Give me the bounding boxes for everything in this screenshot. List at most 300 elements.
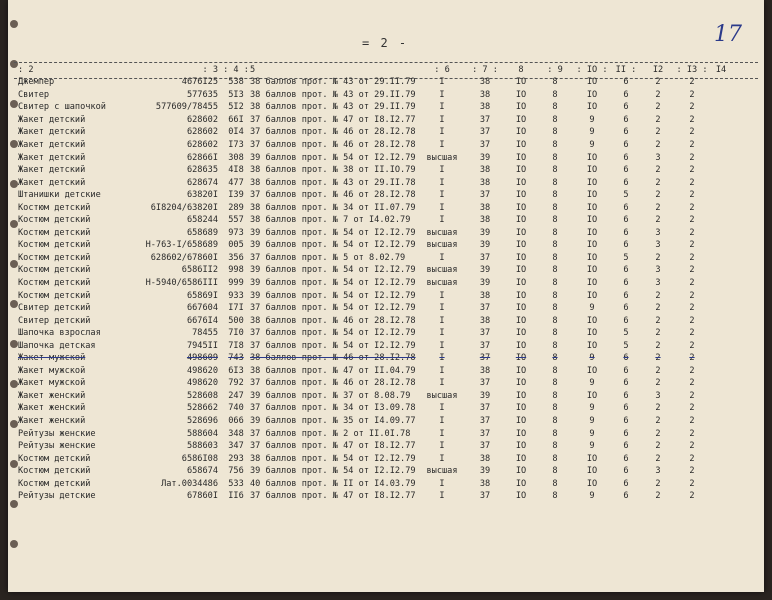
cell-prot: 39 баллов прот. № 35 от I4.09.77 xyxy=(250,416,416,427)
cell-c14 xyxy=(708,214,734,227)
cell-c9: 8 xyxy=(552,252,558,263)
header-rule-top xyxy=(14,62,758,63)
table-row xyxy=(18,377,734,390)
cell-qty: 743 xyxy=(228,353,244,364)
cell-c13: 2 xyxy=(689,340,695,351)
cell-qty: 293 xyxy=(228,453,244,464)
cell-c10: IO xyxy=(586,365,598,376)
cell-name: Костюм детский xyxy=(18,265,91,276)
cell-c12: 2 xyxy=(655,315,661,326)
cell-c6: I xyxy=(439,89,445,100)
cell-c9: 8 xyxy=(552,416,558,427)
cell-c14 xyxy=(708,151,734,164)
cell-c7: 39 xyxy=(479,152,491,163)
cell-c13: 2 xyxy=(689,227,695,238)
cell-art: 6676I4 xyxy=(186,315,218,326)
table-row xyxy=(18,478,734,491)
cell-name: Джемпер xyxy=(18,77,55,88)
cell-c13: 2 xyxy=(689,165,695,176)
cell-c7: 38 xyxy=(479,215,491,226)
cell-c7: 39 xyxy=(479,240,491,251)
cell-c8: IO xyxy=(515,278,527,289)
cell-c7: 38 xyxy=(479,165,491,176)
cell-prot: 39 баллов прот. № 54 от I2.I2.79 xyxy=(250,152,416,163)
cell-c13: 2 xyxy=(689,127,695,138)
cell-c12: 3 xyxy=(655,265,661,276)
cell-c8: IO xyxy=(515,165,527,176)
cell-qty: 538 xyxy=(228,77,244,88)
cell-c10: IO xyxy=(586,240,598,251)
cell-prot: 38 баллов прот. № 43 от 29.II.79 xyxy=(250,89,416,100)
cell-qty: 740 xyxy=(228,403,244,414)
cell-c14 xyxy=(708,189,734,202)
cell-qty: 998 xyxy=(228,265,244,276)
cell-c9: 8 xyxy=(552,227,558,238)
cell-c8: IO xyxy=(515,328,527,339)
cell-prot: 39 баллов прот. № 54 от I2.I2.79 xyxy=(250,240,416,251)
cell-c14 xyxy=(708,239,734,252)
cell-c9: 8 xyxy=(552,165,558,176)
cell-c8: IO xyxy=(515,340,527,351)
cell-c12: 2 xyxy=(655,453,661,464)
cell-qty: 289 xyxy=(228,202,244,213)
cell-c14 xyxy=(708,314,734,327)
cell-c12: 2 xyxy=(655,165,661,176)
cell-c7: 39 xyxy=(479,227,491,238)
cell-art: 7945II xyxy=(186,340,218,351)
cell-c13: 2 xyxy=(689,114,695,125)
cell-c9: 8 xyxy=(552,353,558,364)
cell-prot: 37 баллов прот. № 46 от 28.I2.78 xyxy=(250,127,416,138)
cell-c9: 8 xyxy=(552,340,558,351)
cell-prot: 38 баллов прот. № 54 от I2.I2.79 xyxy=(250,453,416,464)
cell-c10: IO xyxy=(586,177,598,188)
cell-c8: IO xyxy=(515,466,527,477)
cell-c8: IO xyxy=(515,453,527,464)
cell-c14 xyxy=(708,327,734,340)
cell-c9: 8 xyxy=(552,240,558,251)
cell-art: 4676I25 xyxy=(181,77,218,88)
cell-c14 xyxy=(708,490,734,503)
cell-c12: 2 xyxy=(655,491,661,502)
cell-c8: IO xyxy=(515,303,527,314)
table-body xyxy=(18,76,734,503)
handwritten-sheet-number: 17 xyxy=(714,22,742,47)
cell-c9: 8 xyxy=(552,466,558,477)
cell-name: Жакет женский xyxy=(18,416,86,427)
cell-prot: 39 баллов прот. № 54 от I2.I2.79 xyxy=(250,227,416,238)
cell-c12: 2 xyxy=(655,403,661,414)
cell-c10: IO xyxy=(586,227,598,238)
cell-c13: 2 xyxy=(689,353,695,364)
cell-c11: 6 xyxy=(623,290,629,301)
cell-c8: IO xyxy=(515,240,527,251)
cell-prot: 38 баллов прот. № 46 от 28.I2.78 xyxy=(250,353,416,364)
cell-c12: 2 xyxy=(655,428,661,439)
cell-c10: IO xyxy=(586,89,598,100)
cell-c7: 38 xyxy=(479,453,491,464)
cell-c7: 37 xyxy=(479,140,491,150)
cell-art: 63820I xyxy=(186,190,218,201)
cell-c6: высшая xyxy=(426,390,458,401)
table-row xyxy=(18,176,734,189)
cell-name: Свитер с шапочкой xyxy=(18,102,106,113)
cell-c10: IO xyxy=(586,328,598,339)
cell-c12: 2 xyxy=(655,127,661,138)
cell-c11: 6 xyxy=(623,303,629,314)
cell-c11: 6 xyxy=(623,365,629,376)
cell-c11: 6 xyxy=(623,453,629,464)
cell-c9: 8 xyxy=(552,215,558,226)
cell-c6: I xyxy=(439,428,445,439)
cell-qty: 973 xyxy=(228,227,244,238)
cell-c13: 2 xyxy=(689,290,695,301)
cell-c10: IO xyxy=(586,265,598,276)
cell-name: Свитер детский xyxy=(18,315,91,326)
cell-name: Жакет детский xyxy=(18,140,86,150)
cell-name: Жакет детский xyxy=(18,152,86,163)
cell-c7: 37 xyxy=(479,252,491,263)
cell-c13: 2 xyxy=(689,378,695,389)
cell-c9: 8 xyxy=(552,290,558,301)
cell-c12: 2 xyxy=(655,140,661,150)
cell-c7: 37 xyxy=(479,303,491,314)
cell-c12: 2 xyxy=(655,190,661,201)
cell-prot: 39 баллов прот. № 54 от I2.I2.79 xyxy=(250,290,416,301)
cell-c13: 2 xyxy=(689,89,695,100)
cell-prot: 38 баллов прот. № 46 от 28.I2.78 xyxy=(250,315,416,326)
cell-c13: 2 xyxy=(689,466,695,477)
table-row xyxy=(18,365,734,378)
cell-c11: 6 xyxy=(623,202,629,213)
cell-c12: 2 xyxy=(655,441,661,452)
cell-c12: 2 xyxy=(655,202,661,213)
cell-c9: 8 xyxy=(552,478,558,489)
cell-art: 528696 xyxy=(186,416,218,427)
cell-art: 628635 xyxy=(186,165,218,176)
table-row xyxy=(18,440,734,453)
cell-c9: 8 xyxy=(552,202,558,213)
table-row xyxy=(18,427,734,440)
cell-c10: 9 xyxy=(589,114,595,125)
cell-c14 xyxy=(708,478,734,491)
cell-c14 xyxy=(708,427,734,440)
cell-c13: 2 xyxy=(689,278,695,289)
cell-art: 658689 xyxy=(186,227,218,238)
cell-c6: I xyxy=(439,491,445,502)
cell-qty: 356 xyxy=(228,252,244,263)
cell-art: 577609/78455 xyxy=(155,102,218,113)
cell-name: Костюм детский xyxy=(18,202,91,213)
cell-c8: IO xyxy=(515,290,527,301)
header-row xyxy=(18,64,734,76)
cell-art: 67860I xyxy=(186,491,218,502)
cell-c14 xyxy=(708,252,734,265)
cell-c8: IO xyxy=(515,441,527,452)
cell-prot: 37 баллов прот. № 2 от II.0I.78 xyxy=(250,428,411,439)
cell-c13: 2 xyxy=(689,428,695,439)
cell-c8: IO xyxy=(515,114,527,125)
cell-c6: I xyxy=(439,340,445,351)
table-row xyxy=(18,189,734,202)
cell-art: 628602 xyxy=(186,140,218,150)
cell-c8: IO xyxy=(515,89,527,100)
cell-c11: 5 xyxy=(623,340,629,351)
column-header: 5 xyxy=(250,65,256,75)
cell-qty: 557 xyxy=(228,215,244,226)
cell-qty: 7I8 xyxy=(228,340,244,351)
cell-name: Жакет мужской xyxy=(18,353,86,364)
cell-c11: 6 xyxy=(623,390,629,401)
cell-c10: IO xyxy=(586,453,598,464)
table-row xyxy=(18,339,734,352)
cell-prot: 37 баллов прот. № 54 от I2.I2.79 xyxy=(250,303,416,314)
table-row xyxy=(18,201,734,214)
cell-art: Лат.0034486 xyxy=(161,478,218,489)
cell-name: Костюм детский xyxy=(18,215,91,226)
cell-c8: IO xyxy=(515,77,527,88)
cell-c12: 2 xyxy=(655,102,661,113)
cell-prot: 37 баллов прот. № 46 от 28.I2.78 xyxy=(250,378,416,389)
cell-c6: высшая xyxy=(426,466,458,477)
cell-prot: 37 баллов прот. № 47 от I8.I2.77 xyxy=(250,491,416,502)
cell-c7: 37 xyxy=(479,353,491,364)
cell-c13: 2 xyxy=(689,478,695,489)
cell-qty: 005 xyxy=(228,240,244,251)
table-row xyxy=(18,465,734,478)
cell-qty: 933 xyxy=(228,290,244,301)
cell-art: 577635 xyxy=(186,89,218,100)
cell-c6: I xyxy=(439,290,445,301)
cell-prot: 37 баллов прот. № 46 от 28.I2.78 xyxy=(250,140,416,150)
cell-c8: IO xyxy=(515,416,527,427)
table-row xyxy=(18,139,734,152)
cell-c11: 6 xyxy=(623,177,629,188)
table-row xyxy=(18,490,734,503)
cell-c12: 2 xyxy=(655,328,661,339)
cell-c8: IO xyxy=(515,390,527,401)
cell-c14 xyxy=(708,465,734,478)
cell-name: Свитер xyxy=(18,89,50,100)
cell-c12: 3 xyxy=(655,278,661,289)
cell-qty: 066 xyxy=(228,416,244,427)
cell-c11: 6 xyxy=(623,77,629,88)
cell-c11: 6 xyxy=(623,102,629,113)
cell-c8: IO xyxy=(515,202,527,213)
cell-name: Костюм детский xyxy=(18,278,91,289)
cell-c12: 3 xyxy=(655,240,661,251)
document-page xyxy=(8,0,764,592)
cell-art: 498620 xyxy=(186,365,218,376)
cell-c7: 37 xyxy=(479,428,491,439)
cell-c9: 8 xyxy=(552,140,558,150)
cell-qty: 0I4 xyxy=(228,127,244,138)
cell-c9: 8 xyxy=(552,315,558,326)
cell-c8: IO xyxy=(515,403,527,414)
cell-c6: I xyxy=(439,478,445,489)
cell-c13: 2 xyxy=(689,177,695,188)
cell-c11: 6 xyxy=(623,353,629,364)
cell-c11: 6 xyxy=(623,278,629,289)
cell-name: Жакет мужской xyxy=(18,365,86,376)
cell-c10: IO xyxy=(586,152,598,163)
column-header: : 2 xyxy=(18,65,34,75)
cell-prot: 37 баллов прот. № 47 от I8.I2.77 xyxy=(250,441,416,452)
cell-c11: 6 xyxy=(623,478,629,489)
cell-c6: I xyxy=(439,303,445,314)
table-row xyxy=(18,352,734,365)
cell-c6: I xyxy=(439,202,445,213)
cell-prot: 38 баллов прот. № 34 от II.07.79 xyxy=(250,202,416,213)
cell-c10: IO xyxy=(586,190,598,201)
cell-c7: 37 xyxy=(479,416,491,427)
cell-name: Жакет детский xyxy=(18,114,86,125)
cell-prot: 37 баллов прот. № 5 от 8.02.79 xyxy=(250,252,406,263)
cell-c7: 37 xyxy=(479,403,491,414)
cell-prot: 40 баллов прот. № II от I4.03.79 xyxy=(250,478,416,489)
cell-c9: 8 xyxy=(552,127,558,138)
table-row xyxy=(18,314,734,327)
table-row xyxy=(18,402,734,415)
cell-c6: I xyxy=(439,77,445,88)
cell-name: Шапочка взрослая xyxy=(18,328,101,339)
cell-c12: 2 xyxy=(655,478,661,489)
cell-c14 xyxy=(708,101,734,114)
table-row xyxy=(18,126,734,139)
cell-c13: 2 xyxy=(689,453,695,464)
cell-c14 xyxy=(708,390,734,403)
cell-art: 628674 xyxy=(186,177,218,188)
cell-c14 xyxy=(708,339,734,352)
cell-art: 588604 xyxy=(186,428,218,439)
cell-c6: I xyxy=(439,365,445,376)
cell-art: 498609 xyxy=(186,353,218,364)
column-header: : 9 xyxy=(547,65,563,75)
cell-c6: I xyxy=(439,453,445,464)
column-header: : 6 xyxy=(434,65,450,75)
cell-prot: 38 баллов прот. № 7 от I4.02.79 xyxy=(250,215,411,226)
cell-name: Костюм детский xyxy=(18,290,91,301)
cell-c11: 6 xyxy=(623,227,629,238)
cell-c13: 2 xyxy=(689,215,695,226)
cell-c7: 39 xyxy=(479,466,491,477)
cell-name: Жакет женский xyxy=(18,403,86,414)
cell-c11: 6 xyxy=(623,265,629,276)
cell-c11: 6 xyxy=(623,127,629,138)
cell-c6: I xyxy=(439,102,445,113)
table-row xyxy=(18,289,734,302)
cell-c12: 2 xyxy=(655,365,661,376)
cell-c9: 8 xyxy=(552,428,558,439)
cell-c13: 2 xyxy=(689,328,695,339)
cell-art: 667604 xyxy=(186,303,218,314)
cell-c12: 2 xyxy=(655,303,661,314)
cell-qty: I73 xyxy=(228,140,244,150)
cell-c9: 8 xyxy=(552,278,558,289)
cell-c14 xyxy=(708,164,734,177)
cell-c7: 38 xyxy=(479,102,491,113)
cell-c10: IO xyxy=(586,315,598,326)
cell-art: 628602 xyxy=(186,127,218,138)
cell-c14 xyxy=(708,440,734,453)
cell-c12: 2 xyxy=(655,89,661,100)
cell-c8: IO xyxy=(515,428,527,439)
cell-name: Жакет детский xyxy=(18,177,86,188)
cell-c10: IO xyxy=(586,252,598,263)
cell-prot: 38 баллов прот. № 43 от 29.II.79 xyxy=(250,102,416,113)
cell-qty: 4I8 xyxy=(228,165,244,176)
cell-c8: IO xyxy=(515,140,527,150)
cell-c14 xyxy=(708,302,734,315)
cell-c14 xyxy=(708,114,734,127)
cell-c9: 8 xyxy=(552,177,558,188)
cell-c9: 8 xyxy=(552,365,558,376)
table-row xyxy=(18,277,734,290)
cell-c8: IO xyxy=(515,127,527,138)
cell-c6: I xyxy=(439,177,445,188)
cell-c11: 5 xyxy=(623,190,629,201)
cell-c6: высшая xyxy=(426,240,458,251)
cell-c10: IO xyxy=(586,202,598,213)
cell-art: 658244 xyxy=(186,215,218,226)
cell-c11: 6 xyxy=(623,403,629,414)
cell-qty: 477 xyxy=(228,177,244,188)
cell-c12: 2 xyxy=(655,114,661,125)
cell-c8: IO xyxy=(515,190,527,201)
cell-c11: 6 xyxy=(623,89,629,100)
cell-c11: 6 xyxy=(623,152,629,163)
table-row xyxy=(18,164,734,177)
cell-c7: 37 xyxy=(479,114,491,125)
cell-c9: 8 xyxy=(552,190,558,201)
cell-c11: 6 xyxy=(623,240,629,251)
cell-qty: 999 xyxy=(228,278,244,289)
cell-c10: 9 xyxy=(589,428,595,439)
column-header: : 3 xyxy=(202,65,218,75)
table-row xyxy=(18,327,734,340)
cell-c9: 8 xyxy=(552,378,558,389)
cell-c8: IO xyxy=(515,102,527,113)
cell-prot: 37 баллов прот. № 54 от I2.I2.79 xyxy=(250,340,416,351)
cell-c14 xyxy=(708,277,734,290)
cell-c10: 9 xyxy=(589,491,595,502)
cell-c13: 2 xyxy=(689,416,695,427)
cell-name: Костюм детский xyxy=(18,478,91,489)
cell-c14 xyxy=(708,452,734,465)
cell-c14 xyxy=(708,76,734,89)
cell-c8: IO xyxy=(515,491,527,502)
cell-c10: IO xyxy=(586,215,598,226)
cell-c10: IO xyxy=(586,340,598,351)
cell-art: 528662 xyxy=(186,403,218,414)
cell-c13: 2 xyxy=(689,403,695,414)
cell-c7: 38 xyxy=(479,315,491,326)
cell-c7: 38 xyxy=(479,478,491,489)
cell-c10: 9 xyxy=(589,353,595,364)
cell-c6: I xyxy=(439,328,445,339)
cell-c7: 38 xyxy=(479,290,491,301)
table-row xyxy=(18,302,734,315)
cell-art: 78455 xyxy=(192,328,218,339)
cell-qty: 500 xyxy=(228,315,244,326)
cell-c8: IO xyxy=(515,252,527,263)
cell-c11: 5 xyxy=(623,252,629,263)
cell-name: Свитер детский xyxy=(18,303,91,314)
cell-c13: 2 xyxy=(689,265,695,276)
table-row xyxy=(18,214,734,227)
cell-c10: 9 xyxy=(589,127,595,138)
cell-prot: 37 баллов прот. № 46 от 28.I2.78 xyxy=(250,190,416,201)
